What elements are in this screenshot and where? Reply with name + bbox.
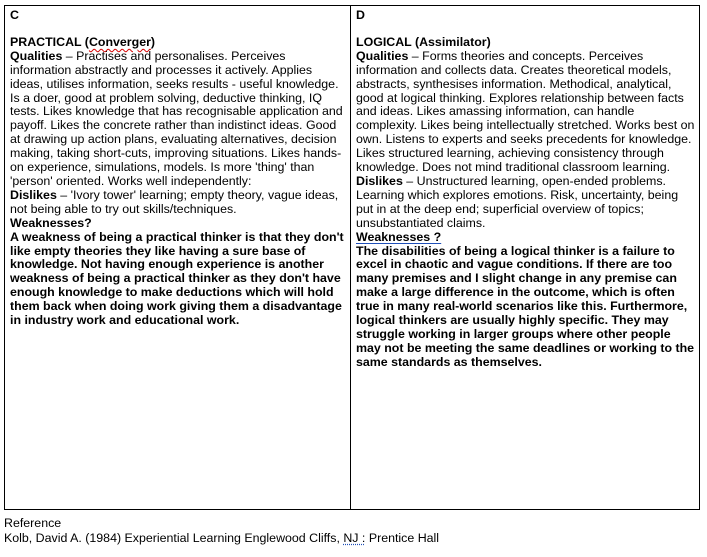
converger-word: Converger: [88, 34, 151, 49]
practical-title-prefix: PRACTICAL (: [10, 34, 89, 49]
reference-citation: [4, 531, 704, 546]
practical-title: [10, 36, 346, 50]
qualities-label: Qualities: [10, 48, 63, 63]
citation-place: NJ :: [343, 531, 366, 545]
logical-weaknesses-text: The disabilities of being a logical thinker is a failure to excel in chaotic and vague conditions. If there are too many premises and I slight change in any premise can make a large difference in the outcome, which is often true in many real-world scenarios like this. Furthermore, logical thinkers are usually highly specific. They may struggle working in larger groups where other people may not be meeting the same deadlines or working to the same standards as themselves.: [356, 243, 695, 369]
weaknesses-heading-text: Weaknesses ?: [356, 229, 442, 244]
logical-qualities: [356, 50, 695, 175]
citation-suffix: Prentice Hall: [365, 531, 440, 545]
column-letter-d: D: [356, 8, 365, 22]
practical-dislikes: [10, 189, 346, 217]
cell-practical-converger: [5, 6, 351, 510]
dislikes-text: – Unstructured learning, open-ended problems. Learning which explores emotions. Risk, uncertainty, being put in at the deep end; superficial overview of topics; unsubstantiated claims.: [356, 173, 679, 230]
dislikes-label: Dislikes: [356, 173, 403, 188]
logical-weaknesses-heading: [356, 231, 695, 245]
cell-logical-assimilator: [351, 6, 700, 510]
practical-weaknesses-text: A weakness of being a practical thinker is that they don't like empty theories they like having a sure base of knowledge. Not having enough experience is another weakness of being a practical thinker as they don't have enough knowledge to make deductions which will hold them back when doing work giving them a disadvantage in industry work and educational work.: [10, 229, 344, 328]
dislikes-label: Dislikes: [10, 187, 57, 202]
qualities-text: – Practises and personalises. Perceives information abstractly and processes it actively. Applies ideas, utilises information, seeks results - useful knowledge. Is a doer, good at problem solving, deductive thinking, IQ tests. Likes knowledge that has recognisable application and payoff. Likes the concrete rather than indistinct ideas. Good at drawing up action plans, evaluating alternatives, decision making, taking short-cuts, improving situations. Likes hands-on experience, simulations, models. Is more 'thing' than 'person' oriented. Works well independently:: [10, 48, 343, 188]
table-row: [5, 6, 700, 510]
practical-title-suffix: ): [150, 34, 156, 49]
logical-title: LOGICAL (Assimilator): [356, 34, 491, 49]
dislikes-text: – 'Ivory tower' learning; empty theory, vague ideas, not being able to try out skills/techniques.: [10, 187, 339, 216]
citation-prefix: Kolb, David A. (1984) Experiential Learning Englewood Cliffs,: [4, 531, 344, 545]
column-letter-c: C: [10, 8, 19, 22]
reference-label: Reference: [4, 516, 62, 530]
practical-weaknesses-heading: Weaknesses?: [10, 215, 92, 230]
learning-styles-table: [4, 5, 700, 510]
reference-section: [4, 516, 704, 546]
qualities-text: – Forms theories and concepts. Perceives information and collects data. Creates theoretical models, abstracts, synthesises information. Methodical, analytical, good at logical thinking. Explores relationship between facts and ideas. Likes amassing information, can handle complexity. Likes being intellectually stretched. Works best on own. Listens to experts and seeks precedents for knowledge. Likes structured learning, achieving consistency through knowledge. Does not mind traditional classroom learning.: [356, 48, 695, 175]
qualities-label: Qualities: [356, 48, 409, 63]
practical-qualities: [10, 50, 346, 189]
logical-dislikes: [356, 175, 695, 231]
